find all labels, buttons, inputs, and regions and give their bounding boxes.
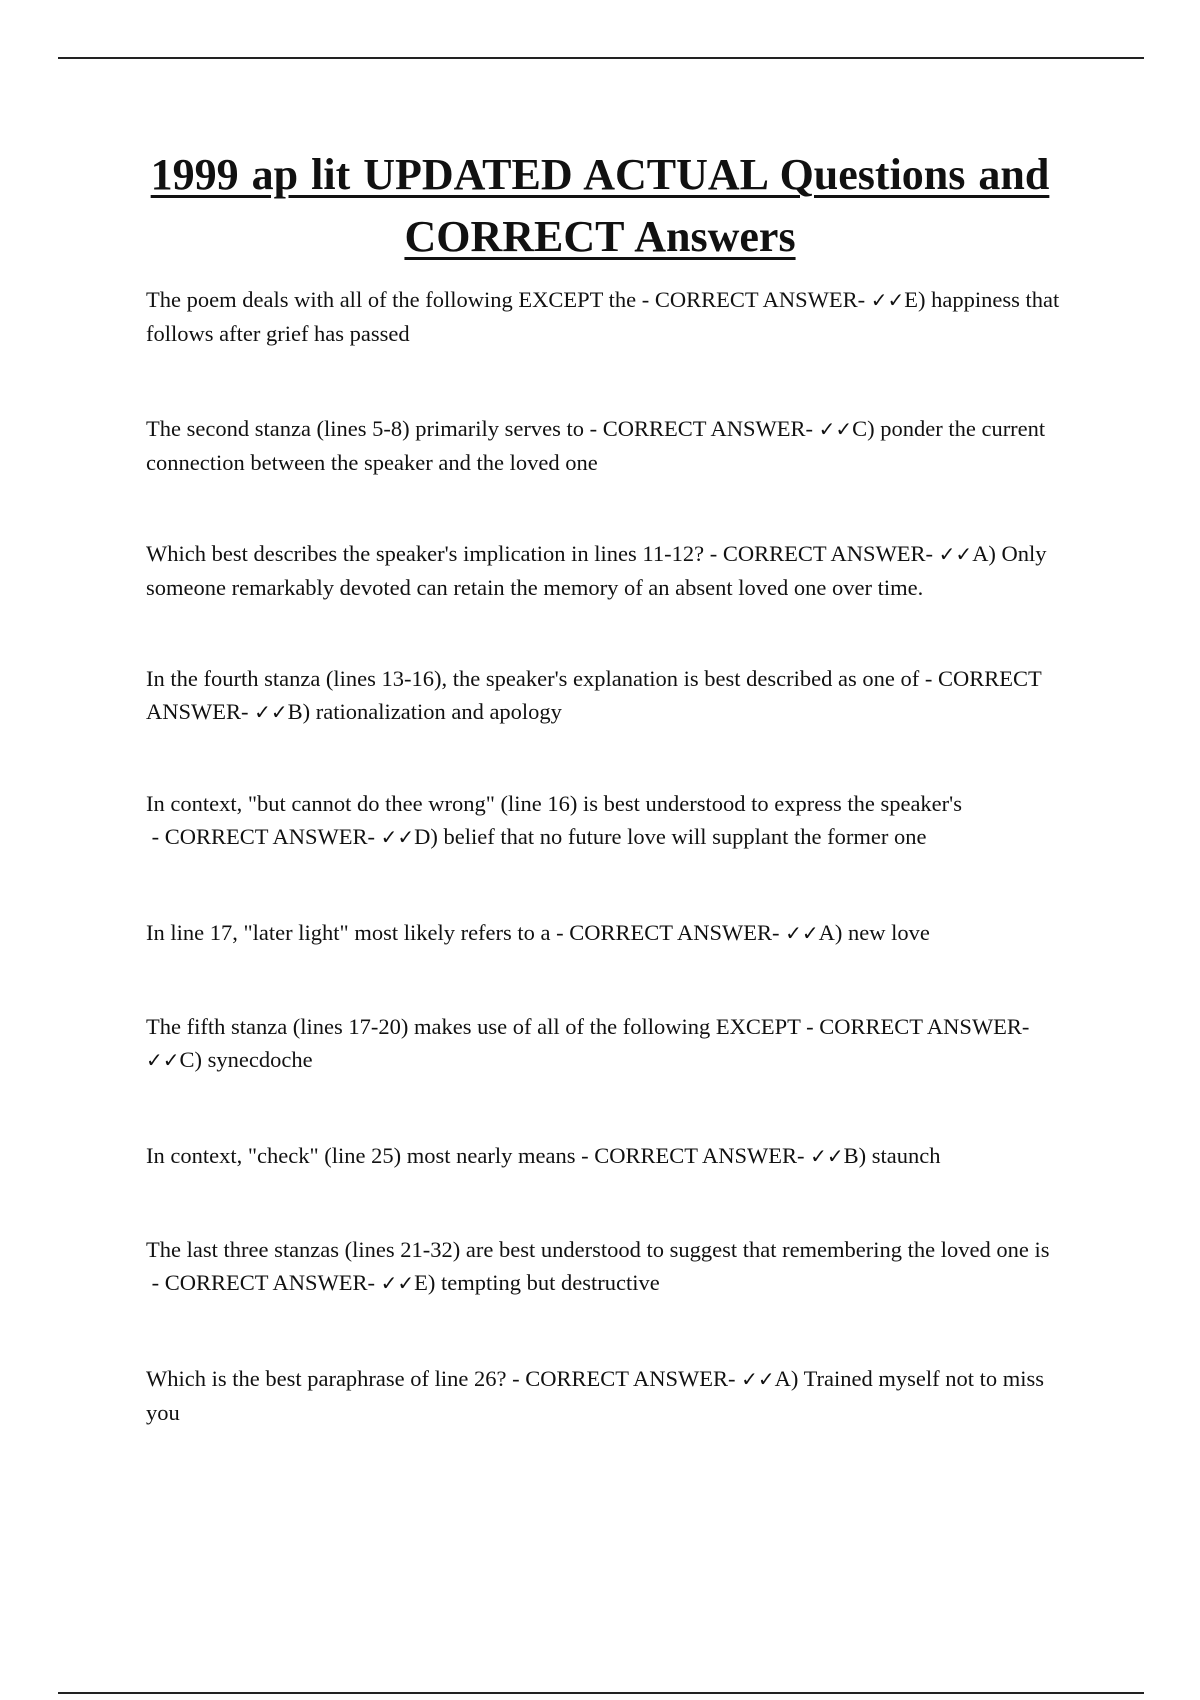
question-text: The poem deals with all of the following EXCEPT the bbox=[146, 287, 637, 312]
question-text: The fifth stanza (lines 17-20) makes use of all of the following EXCEPT bbox=[146, 1014, 801, 1039]
check-icon: ✓✓ bbox=[785, 921, 819, 945]
answer-marker: CORRECT ANSWER- bbox=[594, 1143, 805, 1168]
qa-item: The last three stanzas (lines 21-32) are best understood to suggest that remembering the loved one is - CORRECT ANSWER- ✓✓E) tempting but destructive bbox=[146, 1237, 1050, 1295]
answer-marker: CORRECT ANSWER- bbox=[164, 1270, 375, 1295]
footer-rule bbox=[58, 1692, 1144, 1694]
answer-text: B) rationalization and apology bbox=[287, 699, 562, 724]
answer-text: A) new love bbox=[818, 920, 930, 945]
check-icon: ✓✓ bbox=[146, 1048, 180, 1072]
question-text: In the fourth stanza (lines 13-16), the speaker's explanation is best described as one of bbox=[146, 666, 920, 691]
answer-text: A) Only someone remarkably devoted can retain the memory of an absent loved one over time. bbox=[146, 541, 1047, 600]
qa-item: In the fourth stanza (lines 13-16), the speaker's explanation is best described as one of - CORRECT ANSWER- ✓✓B) rationalization and apology bbox=[146, 666, 1042, 724]
check-icon: ✓✓ bbox=[818, 417, 853, 441]
answer-text: A) Trained myself not to miss you bbox=[146, 1366, 1045, 1425]
answer-marker: CORRECT ANSWER- bbox=[569, 920, 780, 945]
check-icon: ✓✓ bbox=[380, 1271, 415, 1295]
question-text: Which best describes the speaker's implication in lines 11-12? bbox=[146, 541, 705, 566]
answer-marker: CORRECT ANSWER- bbox=[525, 1366, 736, 1391]
qa-item: Which is the best paraphrase of line 26? - CORRECT ANSWER- ✓✓A) Trained myself not to miss you bbox=[146, 1366, 1045, 1425]
qa-item: In context, "check" (line 25) most nearly means - CORRECT ANSWER- ✓✓B) staunch bbox=[146, 1143, 941, 1168]
qa-item: In context, "but cannot do thee wrong" (line 16) is best understood to express the speaker's - CORRECT ANSWER- ✓✓D) belief that no future love will supplant the former one bbox=[146, 791, 962, 849]
check-icon: ✓✓ bbox=[870, 288, 905, 312]
answer-text: E) happiness that follows after grief has passed bbox=[146, 287, 1060, 346]
check-icon: ✓✓ bbox=[741, 1367, 775, 1391]
answer-marker: CORRECT ANSWER- bbox=[146, 666, 1042, 724]
qa-item: Which best describes the speaker's implication in lines 11-12? - CORRECT ANSWER- ✓✓A) Only someone remarkably devoted can retain the memory of an absent loved one over time. bbox=[146, 541, 1047, 600]
answer-marker: CORRECT ANSWER- bbox=[654, 287, 866, 312]
check-icon: ✓✓ bbox=[254, 700, 288, 724]
qa-item: In line 17, "later light" most likely refers to a - CORRECT ANSWER- ✓✓A) new love bbox=[146, 920, 930, 945]
question-text: The last three stanzas (lines 21-32) are best understood to suggest that remembering the loved one is bbox=[146, 1237, 1050, 1262]
check-icon: ✓✓ bbox=[810, 1144, 844, 1168]
question-text: In context, "check" (line 25) most nearly means bbox=[146, 1143, 576, 1168]
question-text: The second stanza (lines 5-8) primarily serves to bbox=[146, 416, 584, 441]
answer-marker: CORRECT ANSWER- bbox=[819, 1014, 1030, 1039]
answer-marker: CORRECT ANSWER- bbox=[722, 541, 934, 566]
answer-marker: CORRECT ANSWER- bbox=[602, 416, 813, 441]
question-text: In line 17, "later light" most likely refers to a bbox=[146, 920, 551, 945]
answer-text: C) synecdoche bbox=[179, 1047, 313, 1072]
page-title: 1999 ap lit UPDATED ACTUAL Questions and CORRECT Answers bbox=[150, 150, 1050, 261]
answer-marker: CORRECT ANSWER- bbox=[164, 824, 375, 849]
question-text: Which is the best paraphrase of line 26? bbox=[146, 1366, 507, 1391]
qa-item: The second stanza (lines 5-8) primarily serves to - CORRECT ANSWER- ✓✓C) ponder the current connection between the speaker and the loved one bbox=[146, 416, 1046, 475]
check-icon: ✓✓ bbox=[938, 542, 973, 566]
answer-text: E) tempting but destructive bbox=[414, 1270, 660, 1295]
answer-text: C) ponder the current connection between the speaker and the loved one bbox=[146, 416, 1046, 475]
question-text: In context, "but cannot do thee wrong" (line 16) is best understood to express the speaker's bbox=[146, 791, 962, 816]
qa-list bbox=[146, 283, 1061, 1429]
answer-text: B) staunch bbox=[843, 1143, 941, 1168]
qa-item: The fifth stanza (lines 17-20) makes use of all of the following EXCEPT - CORRECT ANSWER- ✓✓C) synecdoche bbox=[146, 1014, 1030, 1072]
answer-text: D) belief that no future love will supplant the former one bbox=[414, 824, 927, 849]
header-rule bbox=[58, 57, 1144, 59]
check-icon: ✓✓ bbox=[380, 825, 415, 849]
qa-item: The poem deals with all of the following EXCEPT the - CORRECT ANSWER- ✓✓E) happiness that follows after grief has passed bbox=[146, 287, 1060, 346]
